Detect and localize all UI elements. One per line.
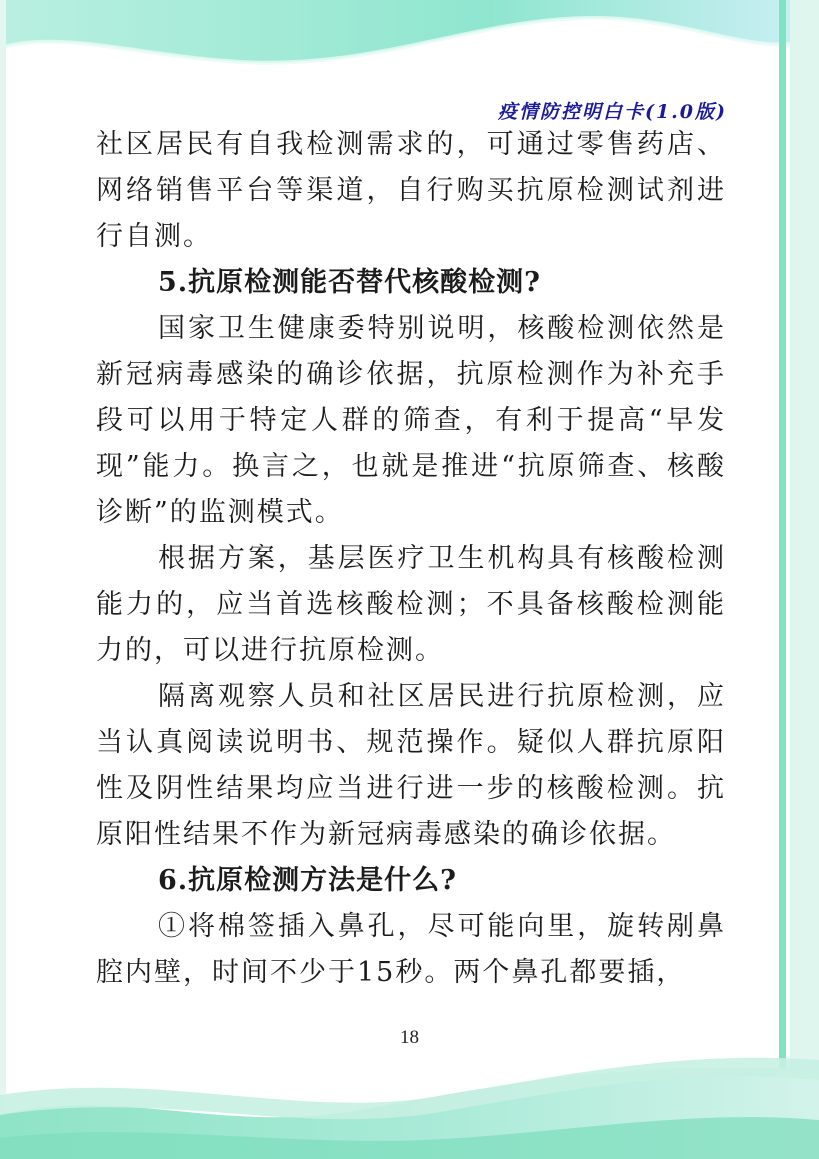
section-heading-5: 5.抗原检测能否替代核酸检测?: [158, 267, 542, 298]
page-number: 18: [400, 1027, 419, 1048]
section-heading-6: 6.抗原检测方法是什么?: [158, 865, 458, 896]
paragraph-5-3: 隔离观察人员和社区居民进行抗原检测，应当认真阅读说明书、规范操作。疑似人群抗原阳性及阴性结果均应当进行进一步的核酸检测。抗原阳性结果不作为新冠病毒感染的确诊依据。: [96, 681, 726, 850]
paragraph-5-2: 根据方案，基层医疗卫生机构具有核酸检测能力的，应当首选核酸检测；不具备核酸检测能力的，可以进行抗原检测。: [96, 543, 726, 666]
paragraph-5-1: 国家卫生健康委特别说明，核酸检测依然是新冠病毒感染的确诊依据，抗原检测作为补充手段可以用于特定人群的筛查，有利于提高“早发现”能力。换言之，也就是推进“抗原筛查、核酸诊断”的监测模式。: [96, 313, 726, 528]
document-body: [96, 122, 726, 996]
document-header-title: 疫情防控明白卡(1.0版): [497, 101, 727, 123]
paragraph-6-1: ①将棉签插入鼻孔，尽可能向里，旋转剐鼻腔内壁，时间不少于15秒。两个鼻孔都要插，: [96, 911, 726, 988]
paragraph-intro: 社区居民有自我检测需求的，可通过零售药店、网络销售平台等渠道，自行购买抗原检测试剂进行自测。: [96, 129, 726, 252]
